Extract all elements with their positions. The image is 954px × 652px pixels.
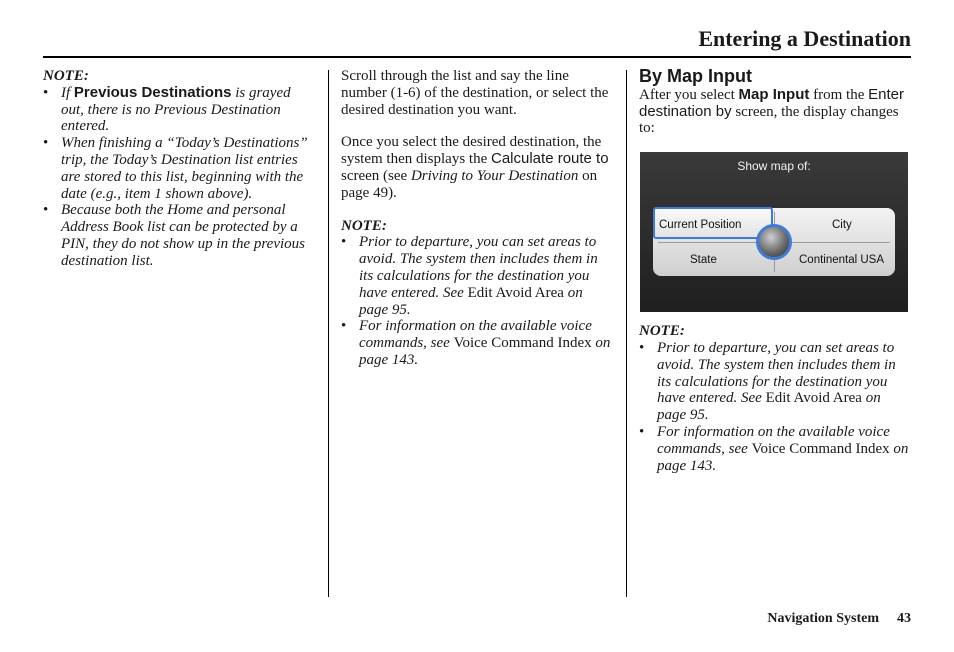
note-item bbox=[639, 340, 911, 424]
reference-term: Voice Command Index bbox=[751, 440, 890, 457]
note-item bbox=[341, 318, 613, 368]
note-label: NOTE: bbox=[43, 68, 89, 84]
text: screen, the display changes to: bbox=[639, 103, 899, 137]
note-list bbox=[43, 85, 315, 270]
note-text: Prior to departure, you can set areas to avoid. The system then includes them in its calculations for the destination you have entered. See bbox=[657, 339, 896, 407]
note-item bbox=[341, 234, 613, 318]
page-number: 43 bbox=[897, 611, 911, 626]
note-text: Prior to departure, you can set areas to avoid. The system then includes them in its calculations for the destination you have entered. See bbox=[359, 234, 598, 301]
note-text: on page 143. bbox=[657, 440, 909, 474]
option-continental-usa[interactable]: Continental USA bbox=[799, 254, 885, 267]
previous-destinations-term: Previous Destinations bbox=[73, 83, 232, 101]
note-label: NOTE: bbox=[639, 323, 685, 340]
paragraph bbox=[639, 87, 911, 137]
column-1 bbox=[43, 68, 315, 270]
column-3 bbox=[639, 68, 911, 474]
paragraph bbox=[341, 134, 613, 201]
note-list bbox=[639, 340, 911, 474]
note-text: is grayed out, there is no Previous Destination entered. bbox=[61, 84, 291, 135]
note-text: When finishing a “Today’s Destinations” trip, the Today’s Destination list entries are stored to this list, beginning with the date (e.g., item 1 shown above). bbox=[61, 135, 308, 202]
text: screen (see bbox=[341, 167, 411, 184]
nav-screen-image bbox=[640, 152, 908, 312]
page-footer bbox=[767, 611, 911, 627]
note-item bbox=[43, 85, 315, 135]
page-title: Entering a Destination bbox=[698, 26, 911, 51]
text: After you select bbox=[639, 86, 739, 103]
note-text: on page 143. bbox=[359, 335, 611, 368]
note-text: If bbox=[61, 84, 74, 101]
note-item bbox=[639, 424, 911, 474]
joystick-knob-icon bbox=[756, 224, 792, 260]
reference-term: Edit Avoid Area bbox=[765, 390, 862, 407]
header-rule bbox=[43, 56, 911, 58]
reference-title: Driving to Your Destination bbox=[410, 167, 579, 184]
note-list bbox=[341, 234, 613, 368]
note-text: For information on the available voice commands, see bbox=[359, 318, 592, 352]
option-city[interactable]: City bbox=[832, 219, 852, 232]
map-input-term: Map Input bbox=[738, 85, 810, 103]
text: from the bbox=[809, 86, 869, 103]
column-divider-2 bbox=[626, 70, 627, 597]
screen-title: Show map of: bbox=[737, 159, 811, 174]
column-2 bbox=[341, 68, 613, 369]
reference-term: Voice Command Index bbox=[453, 335, 592, 352]
note-item bbox=[43, 135, 315, 202]
note-text: on page 95. bbox=[359, 284, 583, 318]
reference-term: Edit Avoid Area bbox=[467, 284, 564, 301]
text: Once you select the desired destination, the system then displays the bbox=[341, 134, 602, 168]
note-text: For information on the available voice commands, see bbox=[657, 423, 890, 457]
paragraph: Scroll through the list and say the line number (1-6) of the destination, or select the desired destination you want. bbox=[341, 68, 609, 118]
enter-destination-term: Enter destination by bbox=[639, 85, 904, 120]
calculate-route-term: Calculate route to bbox=[491, 150, 609, 168]
note-item bbox=[43, 202, 315, 269]
note-label: NOTE: bbox=[341, 217, 387, 234]
column-divider-1 bbox=[328, 70, 329, 597]
note-text: on page 95. bbox=[657, 390, 881, 424]
footer-label: Navigation System bbox=[767, 611, 879, 626]
note-text: Because both the Home and personal Address Book list can be protected by a PIN, they do not show up in the previous destination list. bbox=[61, 202, 305, 269]
text: on page 49). bbox=[341, 167, 598, 201]
option-state[interactable]: State bbox=[690, 254, 717, 267]
option-current-position[interactable]: Current Position bbox=[659, 219, 742, 232]
section-heading: By Map Input bbox=[639, 66, 752, 86]
